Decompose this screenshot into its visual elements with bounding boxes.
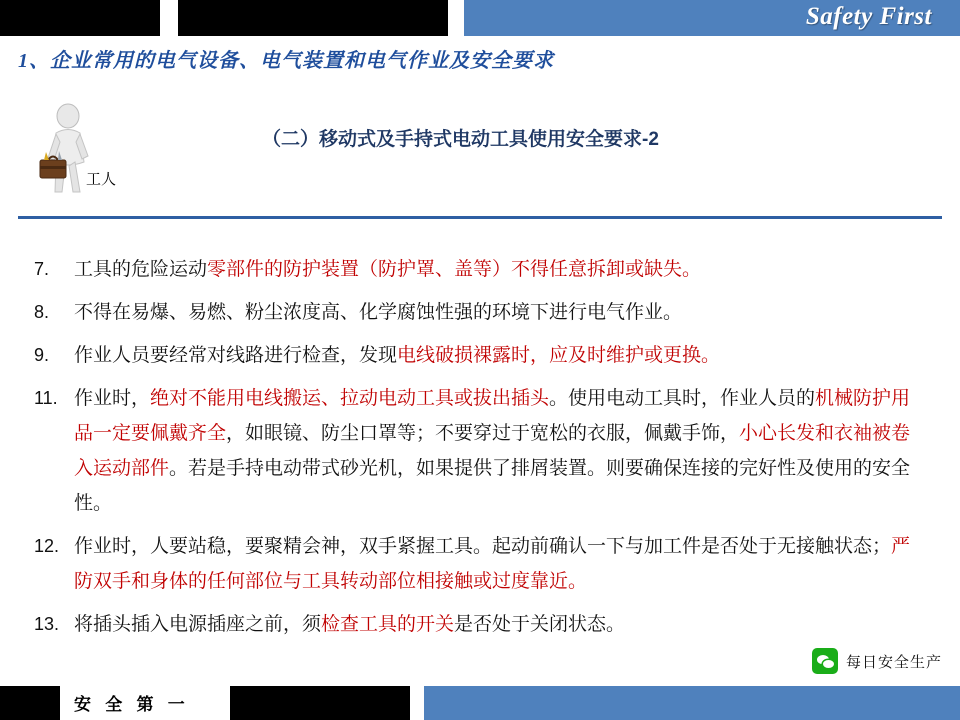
wechat-label: 每日安全生产 <box>845 653 942 671</box>
text-run: 检查工具的开关 <box>321 614 455 635</box>
list-item-number: 9. <box>34 345 50 365</box>
banner-block-mid <box>178 0 448 36</box>
list-item <box>34 338 924 373</box>
list-item <box>34 529 924 599</box>
text-run: 绝对不能用电线搬运、拉动电动工具或拔出插头 <box>150 388 550 409</box>
banner-block-left <box>0 0 160 36</box>
footer-gap-2 <box>410 686 424 720</box>
banner-title: Safety First <box>805 3 932 30</box>
content-list <box>34 252 924 650</box>
list-item-text <box>74 529 924 599</box>
text-run: 作业人员要经常对线路进行检查，发现 <box>74 345 398 366</box>
footer-banner <box>0 686 960 720</box>
text-run: 是否处于关闭状态。 <box>454 614 626 635</box>
banner-gap-1 <box>160 0 178 36</box>
list-item-number: 8. <box>34 302 50 322</box>
footer-block-accent <box>424 686 960 720</box>
section-title: 1、企业常用的电气设备、电气装置和电气作业及安全要求 <box>18 50 554 72</box>
list-item-text <box>74 338 924 373</box>
footer-block-left <box>0 686 60 720</box>
wechat-badge <box>812 648 942 674</box>
divider <box>18 216 942 219</box>
top-banner <box>0 0 960 36</box>
text-run: 作业时，人要站稳，要聚精会神，双手紧握工具。起动前确认一下与加工件是否处于无接触状态； <box>74 536 892 557</box>
text-run: 。若是手持电动带式砂光机，如果提供了排屑装置。则要确保连接的完好性及使用的安全性。 <box>74 458 911 514</box>
text-run: 工具的危险运动 <box>74 259 208 280</box>
list-item <box>34 381 924 521</box>
list-item-text <box>74 381 924 521</box>
text-run: 零部件的防护装置（防护罩、盖等）不得任意拆卸或缺失。 <box>207 259 702 280</box>
wechat-icon <box>812 648 838 674</box>
list-item <box>34 295 924 330</box>
text-run: 小心长发和衣袖被卷入运动部件 <box>74 423 911 479</box>
list-item-text <box>74 607 924 642</box>
text-run: 将插头插入电源插座之前，须 <box>74 614 322 635</box>
list-item-text <box>74 295 924 330</box>
list-item-number: 12. <box>34 536 60 556</box>
list-item <box>34 607 924 642</box>
banner-gap-2 <box>448 0 464 36</box>
text-run: 机械防护用品一定要佩戴齐全 <box>74 388 911 444</box>
list-item-number: 13. <box>34 614 60 634</box>
list-item <box>34 252 924 287</box>
text-run: 。使用电动工具时，作业人员的 <box>549 388 816 409</box>
text-run: 电线破损裸露时，应及时维护或更换。 <box>397 345 721 366</box>
list-item-number: 11. <box>34 388 58 408</box>
text-run: 严防双手和身体的任何部位与工具转动部位相接触或过度靠近。 <box>74 536 911 592</box>
text-run: 不得在易爆、易燃、粉尘浓度高、化学腐蚀性强的环境下进行电气作业。 <box>74 302 683 323</box>
text-run: 作业时， <box>74 388 151 409</box>
footer-text: 安 全 第 一 <box>74 695 190 714</box>
list-item-number: 7. <box>34 259 50 279</box>
worker-label: 工人 <box>86 171 117 188</box>
list-item-text <box>74 252 924 287</box>
footer-block-mid <box>230 686 410 720</box>
text-run: ，如眼镜、防尘口罩等；不要穿过于宽松的衣服，佩戴手饰， <box>226 423 740 444</box>
subtitle: （二）移动式及手持式电动工具使用安全要求-2 <box>262 129 659 150</box>
